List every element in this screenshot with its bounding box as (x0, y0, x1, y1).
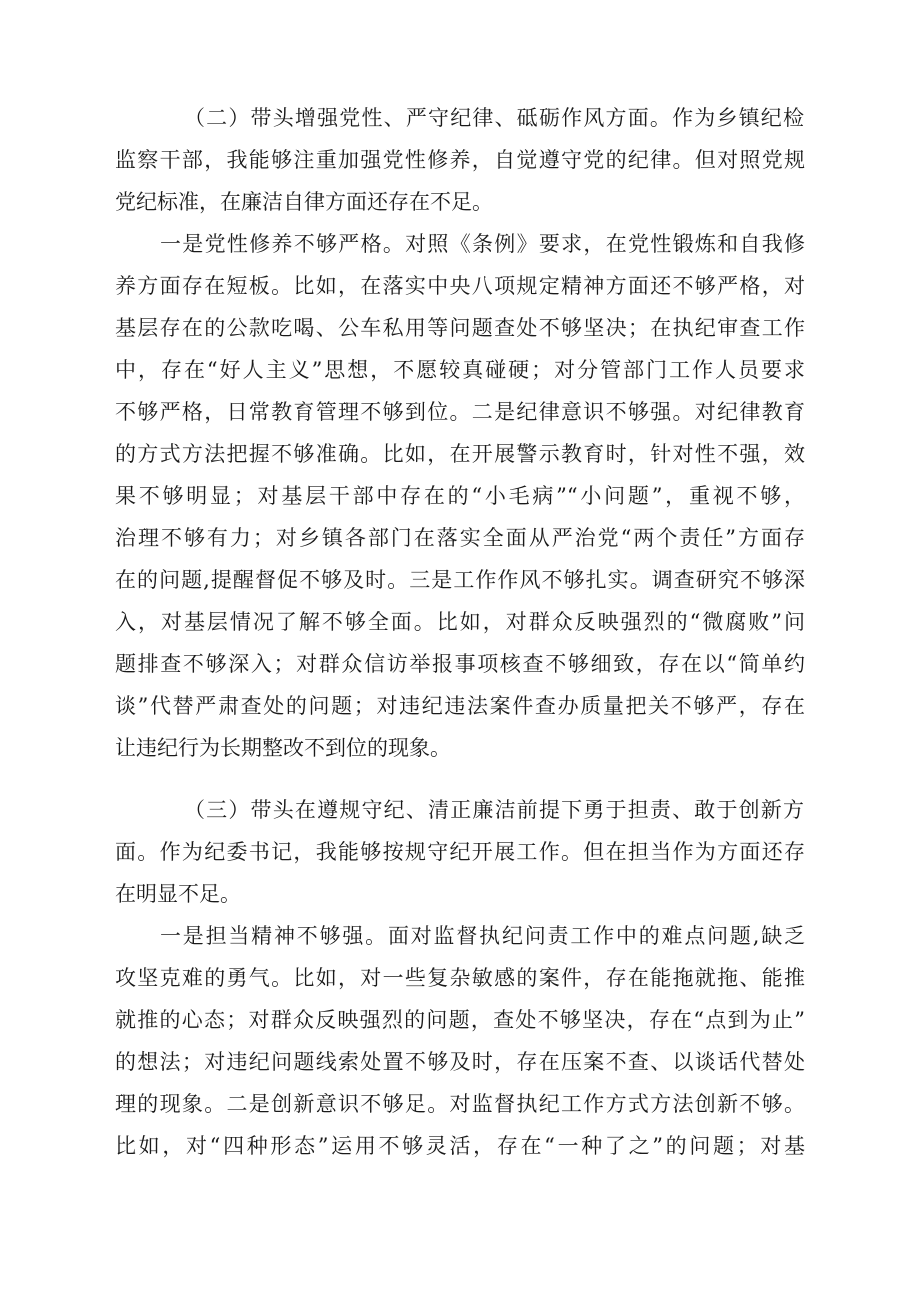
text-line: 理的现象。二是创新意识不够足。对监督执纪工作方式方法创新不够。 (115, 1092, 805, 1116)
text-line: 监察干部，我能够注重加强党性修养，自觉遵守党的纪律。但对照党规 (115, 148, 805, 172)
text-line: 中，存在“好人主义”思想，不愿较真碰硬；对分管部门工作人员要求 (115, 358, 805, 382)
text-line: 的方式方法把握不够准确。比如，在开展警示教育时，针对性不强，效 (115, 442, 805, 466)
text-line: 攻坚克难的勇气。比如，对一些复杂敏感的案件，存在能拖就拖、能推 (115, 966, 805, 990)
text-line: 的想法；对违纪问题线索处置不够及时，存在压案不查、以谈话代替处 (115, 1050, 805, 1074)
text-line: 谈”代替严肃查处的问题；对违纪违法案件查办质量把关不够严，存在 (115, 694, 805, 718)
text-line: （二）带头增强党性、严守纪律、砥砺作风方面。作为乡镇纪检 (184, 106, 804, 130)
text-line: 在明显不足。 (115, 882, 241, 906)
text-line: 一是担当精神不够强。面对监督执纪问责工作中的难点问题,缺乏 (160, 924, 805, 948)
text-line: 基层存在的公款吃喝、公车私用等问题查处不够坚决；在执纪审查工作 (115, 316, 805, 340)
text-line: 党纪标准，在廉洁自律方面还存在不足。 (115, 190, 493, 214)
text-line: 面。作为纪委书记，我能够按规守纪开展工作。但在担当作为方面还存 (115, 840, 805, 864)
text-line: 不够严格，日常教育管理不够到位。二是纪律意识不够强。对纪律教育 (115, 400, 805, 424)
text-line: 入，对基层情况了解不够全面。比如，对群众反映强烈的“微腐败”问 (115, 610, 805, 634)
text-line: 比如，对“四种形态”运用不够灵活，存在“一种了之”的问题；对基 (115, 1134, 805, 1158)
text-line: 果不够明显；对基层干部中存在的“小毛病”“小问题”，重视不够， (115, 484, 805, 508)
text-line: （三）带头在遵规守纪、清正廉洁前提下勇于担责、敢于创新方 (184, 798, 804, 822)
text-line: 题排查不够深入；对群众信访举报事项核查不够细致，存在以“简单约 (115, 652, 805, 676)
text-line: 一是党性修养不够严格。对照《条例》要求，在党性锻炼和自我修 (160, 232, 805, 256)
text-line: 在的问题,提醒督促不够及时。三是工作作风不够扎实。调查研究不够深 (115, 568, 805, 592)
text-line: 养方面存在短板。比如，在落实中央八项规定精神方面还不够严格，对 (115, 274, 805, 298)
text-line: 让违纪行为长期整改不到位的现象。 (115, 736, 451, 760)
text-line: 就推的心态；对群众反映强烈的问题，查处不够坚决，存在“点到为止” (115, 1008, 805, 1032)
text-line: 治理不够有力；对乡镇各部门在落实全面从严治党“两个责任”方面存 (115, 526, 805, 550)
